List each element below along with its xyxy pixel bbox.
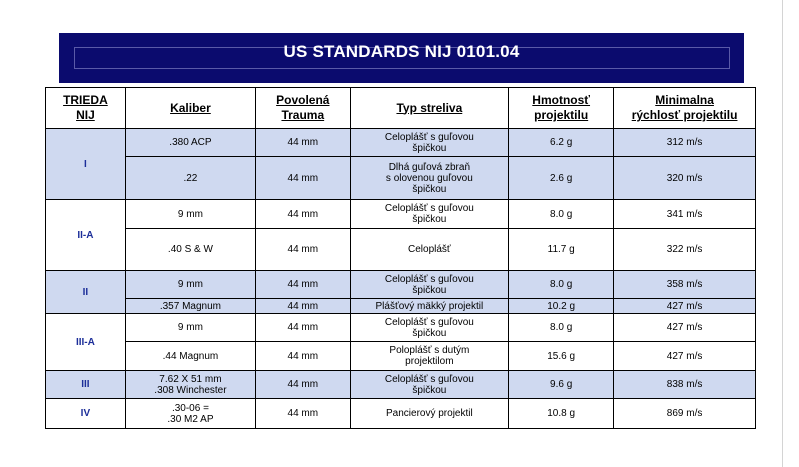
table-row [46,299,756,314]
class-cell-iii: III [46,371,126,399]
title-banner [59,33,744,83]
trauma-cell: 44 mm [256,314,351,342]
hmotnost-cell: 8.0 g [509,314,614,342]
rychlost-cell: 312 m/s [614,129,756,157]
class-cell-ii-a: II-A [46,200,126,271]
typ-cell: Plášťový mäkký projektil [350,299,509,314]
hmotnost-cell: 15.6 g [509,342,614,371]
header-kaliber: Kaliber [125,88,255,129]
trauma-cell: 44 mm [256,157,351,200]
typ-cell: Celoplášť s guľovou špičkou [350,129,509,157]
kaliber-cell: .357 Magnum [125,299,255,314]
table-row [46,271,756,299]
class-cell-i: I [46,129,126,200]
trauma-cell: 44 mm [256,371,351,399]
rychlost-cell: 322 m/s [614,229,756,271]
typ-cell: Celoplášť s guľovou špičkou [350,314,509,342]
hmotnost-cell: 2.6 g [509,157,614,200]
trauma-cell: 44 mm [256,229,351,271]
typ-cell: Dlhá guľová zbraň s olovenou guľovou špičkou [350,157,509,200]
hmotnost-cell: 10.8 g [509,399,614,429]
trauma-cell: 44 mm [256,299,351,314]
typ-cell: Celoplášť s guľovou špičkou [350,200,509,229]
rychlost-cell: 427 m/s [614,342,756,371]
header-row [46,88,756,129]
hmotnost-cell: 8.0 g [509,200,614,229]
typ-cell: Celoplášť s guľovou špičkou [350,271,509,299]
trauma-cell: 44 mm [256,399,351,429]
table-row [46,399,756,429]
typ-cell: Pancierový projektil [350,399,509,429]
class-cell-iii-a: III-A [46,314,126,371]
kaliber-cell: 9 mm [125,200,255,229]
kaliber-cell: 9 mm [125,314,255,342]
trauma-cell: 44 mm [256,129,351,157]
rychlost-cell: 838 m/s [614,371,756,399]
kaliber-cell: .30-06 = .30 M2 AP [125,399,255,429]
kaliber-cell: 7.62 X 51 mm .308 Winchester [125,371,255,399]
trauma-cell: 44 mm [256,200,351,229]
right-edge-rule [782,0,783,467]
header-rychlost: Minimalna rýchlosť projektilu [614,88,756,129]
kaliber-cell: .380 ACP [125,129,255,157]
rychlost-cell: 427 m/s [614,299,756,314]
hmotnost-cell: 8.0 g [509,271,614,299]
kaliber-cell: .44 Magnum [125,342,255,371]
header-typ-streliva: Typ streliva [350,88,509,129]
header-trauma: Povolená Trauma [256,88,351,129]
hmotnost-cell: 11.7 g [509,229,614,271]
class-cell-iv: IV [46,399,126,429]
kaliber-cell: 9 mm [125,271,255,299]
rychlost-cell: 341 m/s [614,200,756,229]
table-row [46,371,756,399]
table-row [46,314,756,342]
table-row [46,157,756,200]
table-row [46,229,756,271]
hmotnost-cell: 9.6 g [509,371,614,399]
rychlost-cell: 320 m/s [614,157,756,200]
rychlost-cell: 358 m/s [614,271,756,299]
class-cell-ii: II [46,271,126,314]
table-row [46,129,756,157]
typ-cell: Celoplášť s guľovou špičkou [350,371,509,399]
trauma-cell: 44 mm [256,342,351,371]
kaliber-cell: .22 [125,157,255,200]
typ-cell: Celoplášť [350,229,509,271]
rychlost-cell: 427 m/s [614,314,756,342]
typ-cell: Poloplášť s dutým projektilom [350,342,509,371]
header-trieda: TRIEDA NIJ [46,88,126,129]
header-hmotnost: Hmotnosť projektilu [509,88,614,129]
kaliber-cell: .40 S & W [125,229,255,271]
page-title: US STANDARDS NIJ 0101.04 [283,42,520,61]
nij-standards-table [45,87,756,429]
table-row [46,200,756,229]
trauma-cell: 44 mm [256,271,351,299]
hmotnost-cell: 10.2 g [509,299,614,314]
hmotnost-cell: 6.2 g [509,129,614,157]
rychlost-cell: 869 m/s [614,399,756,429]
table-row [46,342,756,371]
